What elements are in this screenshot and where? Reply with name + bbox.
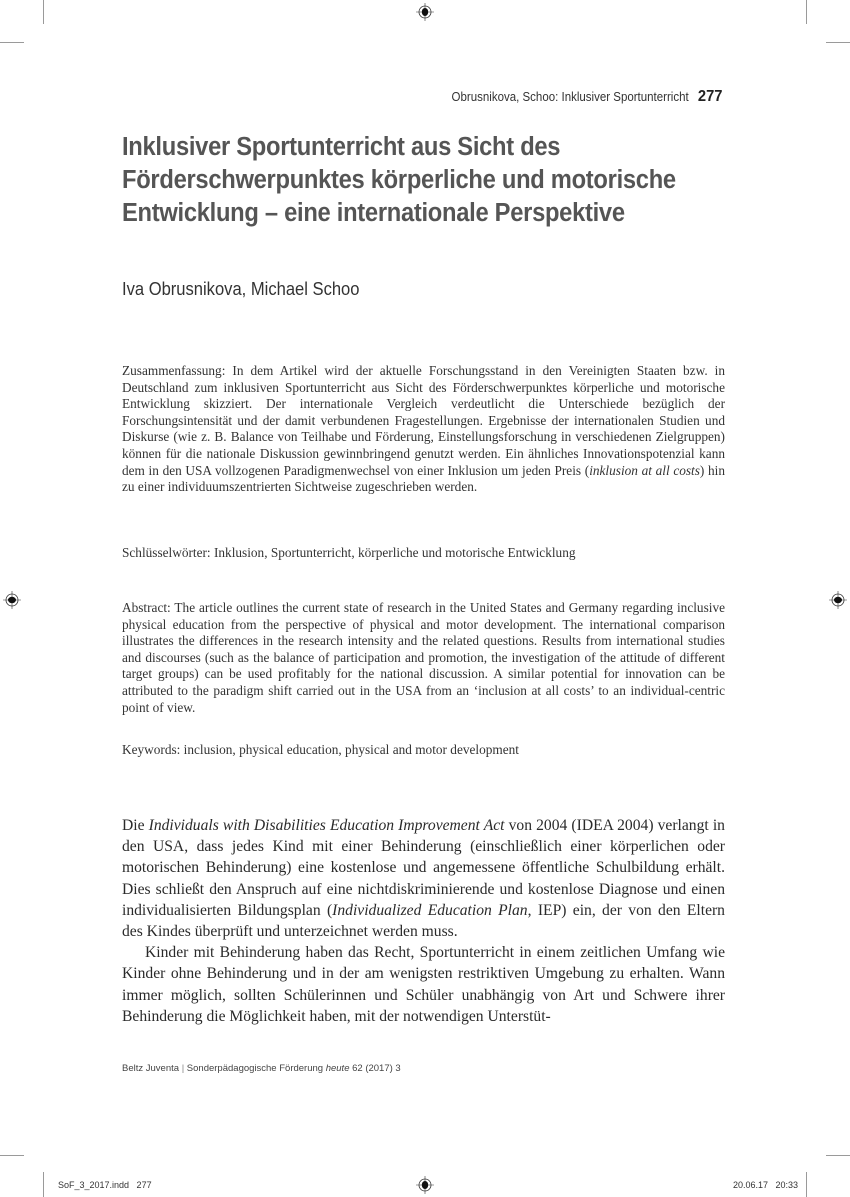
zusammenfassung-italic: inklusion at all costs	[589, 462, 700, 478]
schluesselwoerter-label: Schlüsselwörter:	[122, 545, 211, 560]
journal-footer	[122, 1063, 401, 1074]
article-authors: Iva Obrusnikova, Michael Schoo	[122, 279, 360, 299]
footer-journal-italic: heute	[325, 1063, 350, 1074]
body-italic-iep: Individualized Education Plan	[332, 901, 528, 919]
abstract-text: The article outlines the current state of research in the United States and Germany regarding inclusive physical education from the perspective of physical and motor development. The international comparison illustrates the differences in the research intensity and the related questions. Results from international studies and discourses (such as the balance of participation and promotion, the investigation of the attitude of different target groups) can be used profitably for the national discussion. A similar potential for innovation can be attributed to the paradigm shift carried out in the USA from an ‘inclusion at all costs’ to an individual-centric point of view.	[122, 600, 725, 715]
body-text-segment: von 2004 (IDEA 2004) verlangt in den USA, dass jedes Kind mit einer Behinderung (einschließlich einer körperlichen oder motorischen Behinderung) eine kostenlose und angemessene öffentliche Schulbildung erhält. Dies schließt den Anspruch auf eine nichtdiskriminierende und kostenlose Diagnose und einen individualisierten Bildungsplan (	[122, 817, 725, 919]
crop-mark-bottom-left-vertical	[43, 1172, 44, 1197]
zusammenfassung-label: Zusammenfassung:	[122, 363, 226, 378]
crop-mark-bottom-left-horizontal	[0, 1155, 24, 1156]
slug-datetime: 20.06.17 20:33	[732, 1180, 798, 1190]
keywords	[122, 742, 725, 759]
slug-filename: SoF_3_2017.indd 277	[58, 1180, 152, 1190]
zusammenfassung	[122, 363, 725, 496]
crop-mark-top-left-horizontal	[0, 42, 24, 43]
body-paragraph-2: Kinder mit Behinderung haben das Recht, Sportunterricht in einem zeitlichen Umfang wie Kinder ohne Behinderung und in der am wenigsten restriktiven Umgebung zu erhalten. Wann immer möglich, sollten Schülerinnen und Schüler unabhängig von Art und Schwere ihrer Behinderung die Möglichkeit haben, mit der notwendigen Unterstüt-	[122, 944, 725, 1025]
crop-mark-bottom-right-vertical	[806, 1172, 807, 1197]
body-italic-act-name: Individuals with Disabilities Education Improvement Act	[148, 817, 505, 834]
crop-mark-top-right-horizontal	[826, 42, 850, 43]
running-head	[451, 88, 722, 106]
body-text	[122, 815, 725, 1027]
crop-mark-top-left-vertical	[43, 0, 44, 24]
zusammenfassung-text-end: ) hin zu einer individuumszentrierten Sichtweise zugeschrieben werden.	[122, 462, 726, 495]
abstract	[122, 600, 725, 716]
page-number: 277	[697, 88, 722, 105]
crosshair-target-icon	[416, 3, 434, 21]
footer-separator: |	[181, 1063, 185, 1074]
footer-journal: Sonderpädagogische Förderung	[186, 1063, 324, 1074]
body-text-segment: , IEP) ein, der von den Eltern des Kindes überprüft und unterzeichnet werden muss.	[122, 901, 725, 941]
footer-issue: 62 (2017) 3	[352, 1063, 401, 1074]
zusammenfassung-text: In dem Artikel wird der aktuelle Forschungsstand in den Vereinigten Staaten bzw. in Deutschland zum inklusiven Sportunterricht aus Sicht des Förderschwerpunktes körperliche und motorische Entwicklung skizziert. Der internationale Vergleich verdeutlicht die Unterschiede bezüglich der Forschungsintensität und der damit verbundenen Fragestellungen. Ergebnisse der internationalen Studien und Diskurse (wie z. B. Balance von Teilhabe und Förderung, Einstellungsforschung in verschiedenen Zielgruppen) können für die nationale Diskussion gewinnbringend genutzt werden. Ein ähnliches Innovationspotenzial kann dem in den USA vollzogenen Paradigmenwechsel von einer Inklusion um jeden Preis (	[122, 363, 725, 478]
crosshair-target-icon	[829, 591, 847, 609]
abstract-label: Abstract:	[122, 600, 171, 615]
body-text-segment: Die	[122, 817, 149, 834]
running-head-text: Obrusnikova, Schoo: Inklusiver Sportunterricht	[451, 90, 689, 104]
crop-mark-top-right-vertical	[806, 0, 807, 24]
keywords-label: Keywords:	[122, 742, 181, 757]
keywords-text: inclusion, physical education, physical and motor development	[180, 742, 519, 757]
article-title: Inklusiver Sportunterricht aus Sicht des Förderschwerpunktes körperliche und motorische Entwicklung – eine internationale Perspektive	[122, 133, 676, 227]
footer-publisher: Beltz Juventa	[122, 1063, 180, 1074]
crop-mark-bottom-right-horizontal	[826, 1155, 850, 1156]
crosshair-target-icon	[416, 1176, 434, 1194]
body-paragraph-1	[122, 815, 725, 942]
schluesselwoerter-text: Inklusion, Sportunterricht, körperliche und motorische Entwicklung	[210, 545, 576, 560]
crosshair-target-icon	[3, 591, 21, 609]
schluesselwoerter	[122, 545, 725, 562]
